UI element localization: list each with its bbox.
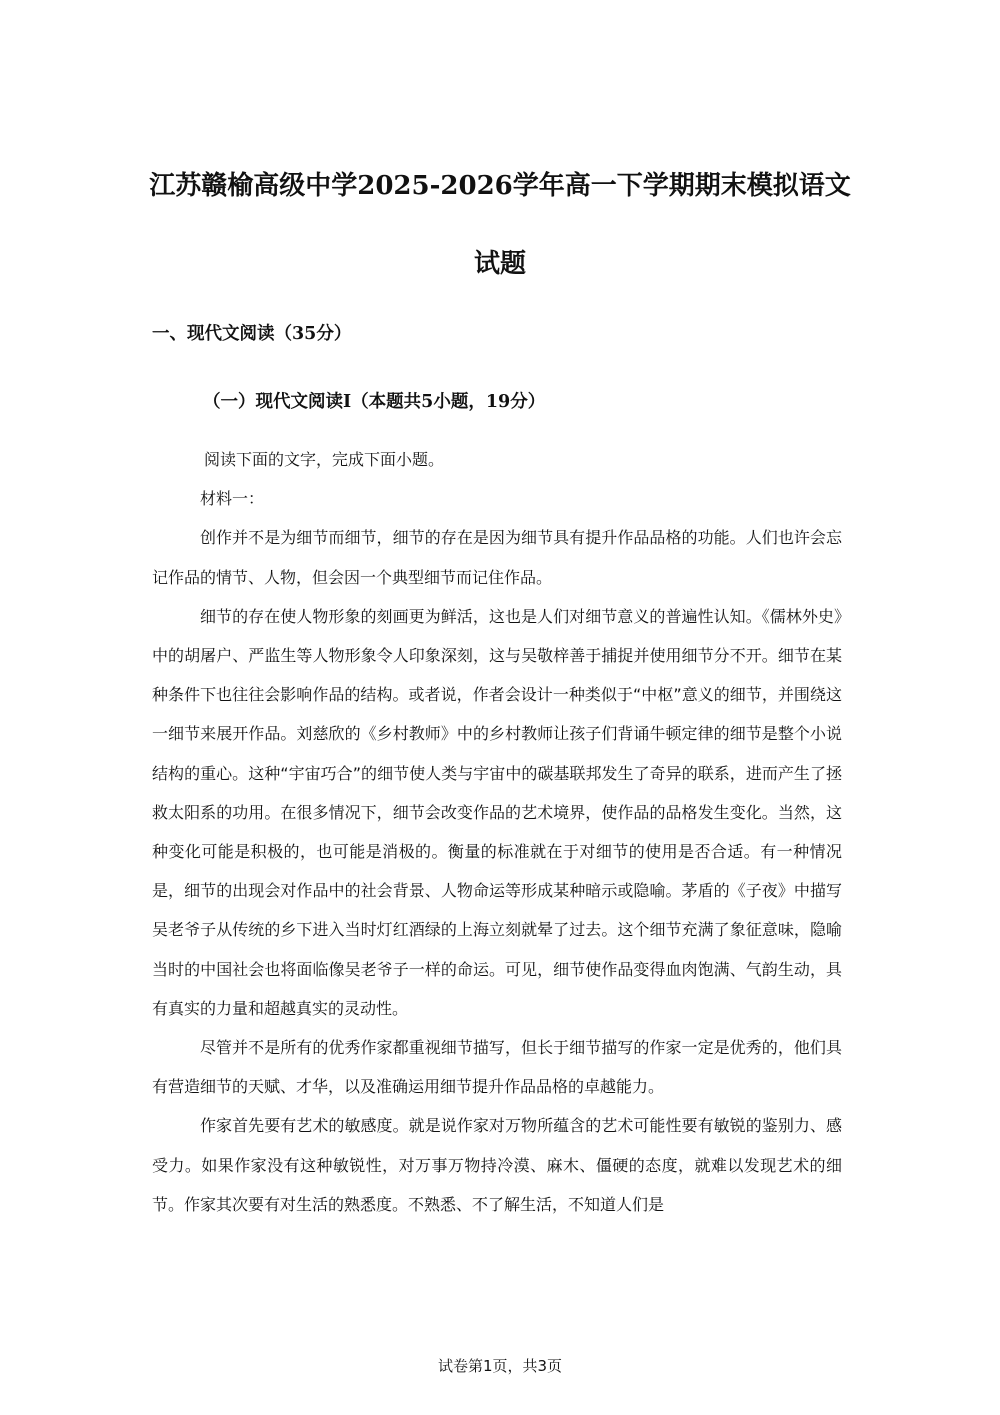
reading-passage (152, 440, 842, 1224)
page-footer: 试卷第1页，共3页 (437, 1357, 563, 1375)
sub-section-heading: （一）现代文阅读Ⅰ（本题共5小题，19分） (203, 392, 546, 412)
material-label: 材料一： (200, 489, 265, 509)
passage-paragraph: 细节的存在使人物形象的刻画更为鲜活，这也是人们对细节意义的普遍性认知。《儒林外史》中的胡屠户、严监生等人物形象令人印象深刻，这与吴敬梓善于捕捉并使用细节分不开。细节在某种条件下也往往会影响作品的结构。或者说，作者会设计一种类似于“中枢”意义的细节，并围绕这一细节来展开作品。刘慈欣的《乡村教师》中的乡村教师让孩子们背诵牛顿定律的细节是整个小说结构的重心。这种“宇宙巧合”的细节使人类与宇宙中的碳基联邦发生了奇异的联系，进而产生了拯救太阳系的功用。在很多情况下，细节会改变作品的艺术境界，使作品的品格发生变化。当然，这种变化可能是积极的，也可能是消极的。衡量的标准就在于对细节的使用是否合适。有一种情况是，细节的出现会对作品中的社会背景、人物命运等形成某种暗示或隐喻。茅盾的《子夜》中描写吴老爷子从传统的乡下进入当时灯红酒绿的上海立刻就晕了过去。这个细节充满了象征意味，隐喻当时的中国社会也将面临像吴老爷子一样的命运。可见，细节使作品变得血肉饱满、气韵生动，具有真实的力量和超越真实的灵动性。 (152, 606, 842, 1018)
section-heading: 一、现代文阅读（35分） (152, 324, 352, 344)
instruction-text: 阅读下面的文字，完成下面小题。 (204, 450, 445, 469)
document-title: 江苏赣榆高级中学2025-2026学年高一下学期期末模拟语文 (149, 171, 851, 201)
document-title-continued: 试题 (473, 249, 526, 279)
passage-paragraph: 创作并不是为细节而细节，细节的存在是因为细节具有提升作品品格的功能。人们也许会忘记作品的情节、人物，但会因一个典型细节而记住作品。 (152, 528, 842, 587)
passage-paragraph: 作家首先要有艺术的敏感度。就是说作家对万物所蕴含的艺术可能性要有敏锐的鉴别力、感受力。如果作家没有这种敏锐性，对万事万物持冷漠、麻木、僵硬的态度，就难以发现艺术的细节。作家其次要有对生活的熟悉度。不熟悉、不了解生活，不知道人们是 (152, 1116, 842, 1214)
passage-paragraph: 尽管并不是所有的优秀作家都重视细节描写，但长于细节描写的作家一定是优秀的，他们具有营造细节的天赋、才华，以及准确运用细节提升作品品格的卓越能力。 (152, 1038, 842, 1097)
